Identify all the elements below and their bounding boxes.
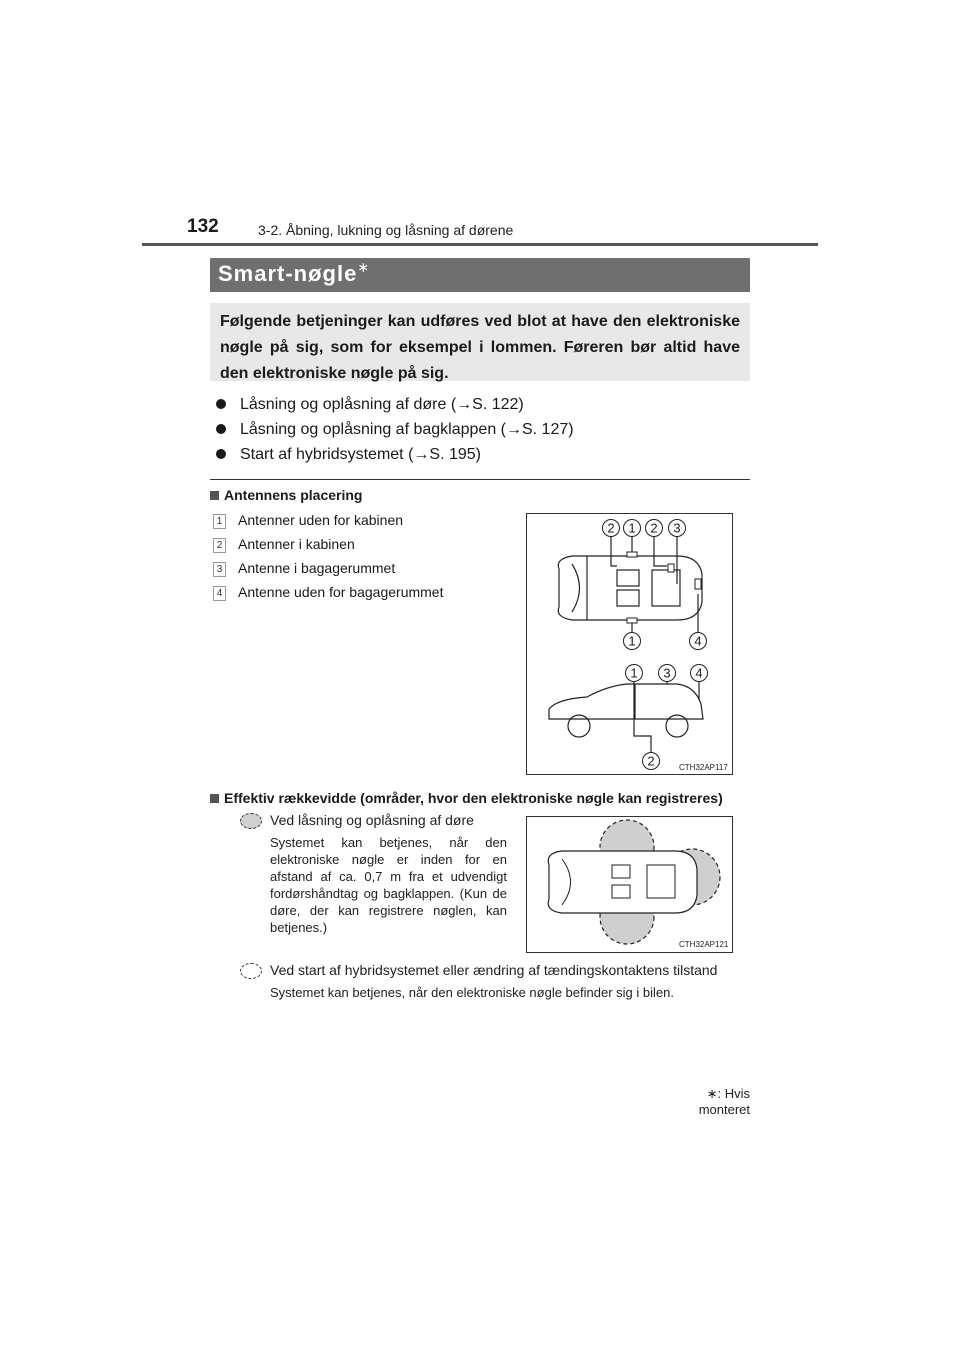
header-rule — [142, 243, 818, 246]
feature-text: Låsning og oplåsning af døre (→S. 122) — [240, 396, 524, 413]
feature-item — [212, 442, 574, 467]
feature-text: Start af hybridsystemet (→S. 195) — [240, 446, 481, 463]
car-wheel — [568, 715, 590, 737]
footnote: ∗: Hvis monteret — [698, 1086, 750, 1117]
car-rear-seat — [652, 570, 680, 606]
legend-number: 2 — [213, 538, 226, 553]
callout-number: 2 — [650, 520, 658, 536]
legend-label: Antenner uden for kabinen — [238, 512, 404, 528]
legend-label: Antenner i kabinen — [238, 536, 355, 552]
feature-item — [212, 417, 574, 442]
antenna-marker — [627, 552, 637, 557]
asterisk-mark: ∗ — [357, 259, 371, 275]
legend-number: 4 — [213, 586, 226, 601]
page-number: 132 — [187, 216, 219, 237]
bullet-icon — [216, 399, 226, 409]
antenna-marker — [695, 579, 701, 589]
callout-leader — [611, 537, 617, 566]
square-bullet-icon — [210, 794, 219, 803]
feature-list — [212, 392, 574, 467]
bullet-icon — [216, 449, 226, 459]
intro-box — [210, 303, 750, 381]
square-bullet-icon — [210, 491, 219, 500]
range-item-heading: Ved start af hybridsystemet eller ændring af tændingskontaktens tilstand — [270, 962, 718, 978]
figure-code: CTH32AP117 — [679, 763, 728, 772]
car-wheel — [666, 715, 688, 737]
feature-text: Låsning og oplåsning af bagklappen (→S. 127) — [240, 421, 574, 438]
callout-number: 2 — [607, 520, 615, 536]
figure-code: CTH32AP121 — [679, 940, 729, 949]
legend-number: 1 — [213, 514, 226, 529]
antenna-heading-text: Antennens placering — [224, 487, 363, 503]
antenna-marker — [627, 618, 637, 623]
intro-text: Følgende betjeninger kan udføres ved blot at have den elektroniske nøgle på sig, som for eksempel i lommen. Føreren bør altid have den elektroniske nøgle på sig. — [220, 313, 740, 382]
range-item-heading: Ved låsning og oplåsning af døre — [270, 812, 474, 828]
antenna-marker — [668, 564, 674, 572]
car-seat — [617, 570, 639, 586]
legend-number: 3 — [213, 562, 226, 577]
callout-number: 4 — [695, 665, 703, 681]
car-side-view — [549, 684, 703, 719]
antenna-legend — [213, 508, 443, 604]
section-divider — [210, 479, 750, 480]
legend-item — [213, 580, 443, 604]
section-title-bar — [210, 258, 750, 292]
callout-number: 2 — [647, 753, 655, 769]
range-item-doors — [270, 812, 507, 936]
feature-item — [212, 392, 574, 417]
section-title — [218, 261, 370, 287]
antenna-heading — [210, 487, 362, 503]
callout-number: 3 — [663, 665, 671, 681]
callout-number: 1 — [628, 520, 636, 536]
legend-item — [213, 532, 443, 556]
callout-number: 1 — [628, 633, 636, 649]
range-icon-outline — [240, 963, 262, 979]
range-item-text: Systemet kan betjenes, når den elektroniske nøgle befinder sig i bilen. — [270, 985, 674, 1000]
callout-number: 1 — [630, 665, 638, 681]
legend-item — [213, 508, 443, 532]
range-heading-text: Effektiv rækkevidde (områder, hvor den elektroniske nøgle kan registreres) — [224, 790, 723, 806]
range-item-start — [270, 962, 727, 1001]
range-item-text: Systemet kan betjenes, når den elektroniske nøgle er inden for en afstand af ca. 0,7 m fra et udvendigt fordørshåndtag og bagklappen. (Kun de døre, der kan registrere nøglen, kan betjenes.) — [270, 835, 507, 935]
section-title-text: Smart-nøgle — [218, 261, 358, 286]
range-heading — [210, 790, 723, 806]
range-figure — [526, 816, 733, 953]
range-diagram — [527, 817, 732, 952]
antenna-figure — [526, 513, 733, 775]
callout-leader — [634, 684, 651, 752]
car-windshield — [572, 564, 580, 612]
chapter-title: 3-2. Åbning, lukning og låsning af dørene — [258, 222, 514, 238]
legend-label: Antenne i bagagerummet — [238, 560, 396, 576]
antenna-diagram — [527, 514, 732, 774]
range-icon-shaded — [240, 813, 262, 829]
legend-item — [213, 556, 443, 580]
callout-number: 4 — [694, 633, 702, 649]
car-seat — [617, 590, 639, 606]
legend-label: Antenne uden for bagagerummet — [238, 584, 444, 600]
callout-leader — [654, 537, 667, 566]
callout-number: 3 — [673, 520, 681, 536]
bullet-icon — [216, 424, 226, 434]
